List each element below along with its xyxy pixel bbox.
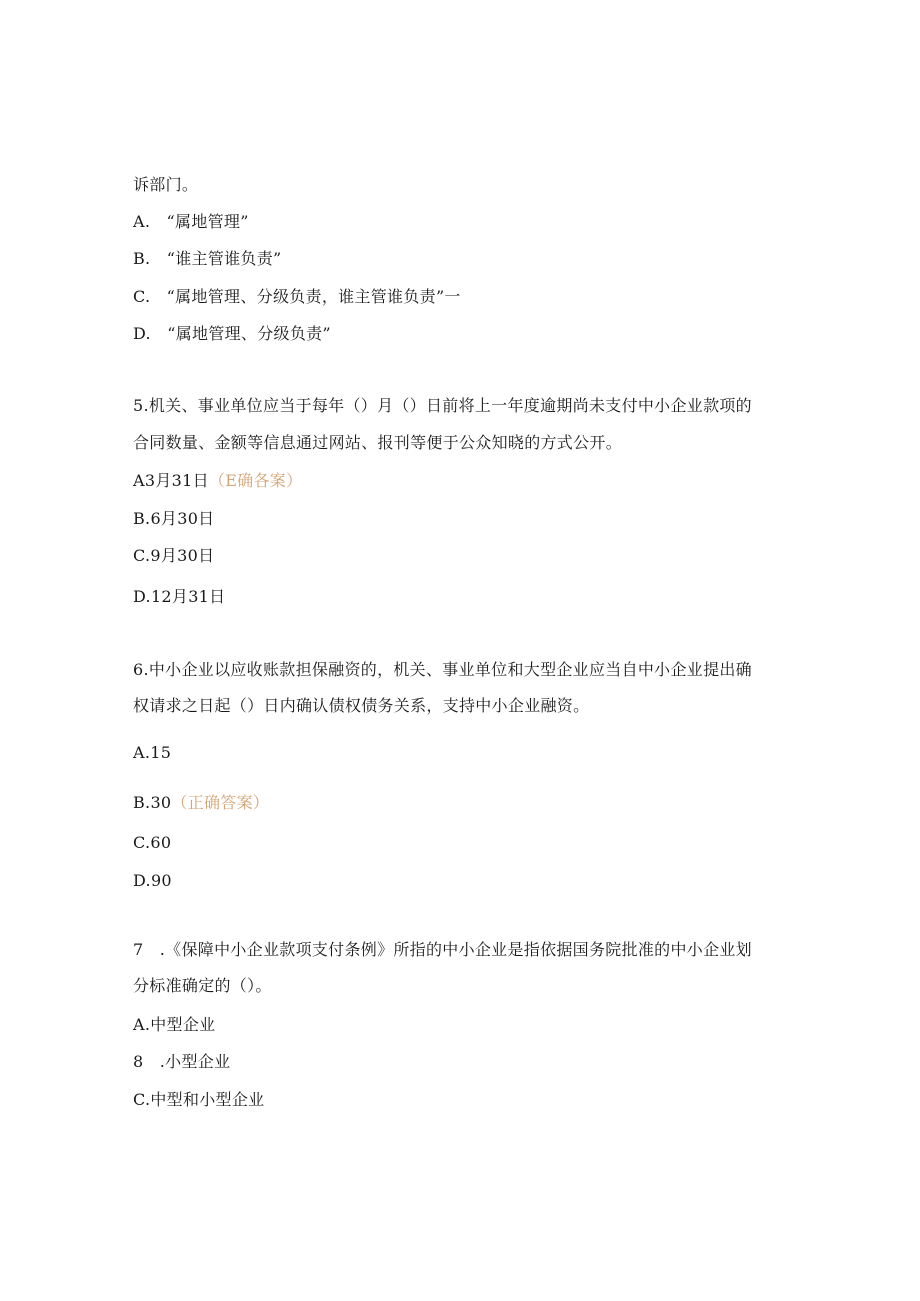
- q6-stem-line1: 6.中小企业以应收账款担保融资的，机关、事业单位和大型企业应当自中小企业提出确: [133, 660, 752, 679]
- q5-option-a: [133, 471, 302, 491]
- q6-option-a: A.15: [133, 743, 172, 762]
- q7-stem-line1: 7 .《保障中小企业款项支付条例》所指的中小企业是指依据国务院批准的中小企业划: [133, 940, 752, 959]
- q7-option-c: C.中型和小型企业: [133, 1090, 265, 1109]
- q6-option-c: C.60: [133, 833, 172, 852]
- q5-option-b: B.6月30日: [133, 509, 215, 528]
- q4-continuation: 诉部门。: [133, 175, 199, 194]
- q6-option-b-answer-note: （正确答案）: [171, 793, 270, 812]
- q7-stem-line2: 分标准确定的（）。: [133, 976, 272, 995]
- q5-stem-line2: 合同数量、金额等信息通过网站、报刊等便于公众知晓的方式公开。: [133, 433, 623, 452]
- q5-stem-line1: 5.机关、事业单位应当于每年（）月（）日前将上一年度逾期尚未支付中小企业款项的: [133, 396, 752, 415]
- q7-option-b: 8 .小型企业: [133, 1052, 231, 1071]
- q5-option-a-answer-note: （E确各案）: [208, 471, 303, 490]
- q6-option-b-text: B.30: [133, 793, 172, 812]
- q6-option-d: D.90: [133, 871, 172, 890]
- q4-option-a: A. “属地管理”: [133, 212, 249, 231]
- q5-option-d: D.12月31日: [133, 587, 226, 606]
- q6-option-b: [133, 793, 269, 813]
- q5-option-a-text: A3月31日: [133, 471, 209, 490]
- q7-option-a: A.中型企业: [133, 1015, 216, 1034]
- q4-option-d: D. “属地管理、分级负责”: [133, 324, 331, 343]
- q4-option-c: C. “属地管理、分级负责，谁主管谁负责”一: [133, 287, 461, 306]
- q4-option-b: B. “谁主管谁负责”: [133, 249, 282, 268]
- q6-stem-line2: 权请求之日起（）日内确认债权债务关系，支持中小企业融资。: [133, 696, 590, 715]
- q5-option-c: C.9月30日: [133, 546, 215, 565]
